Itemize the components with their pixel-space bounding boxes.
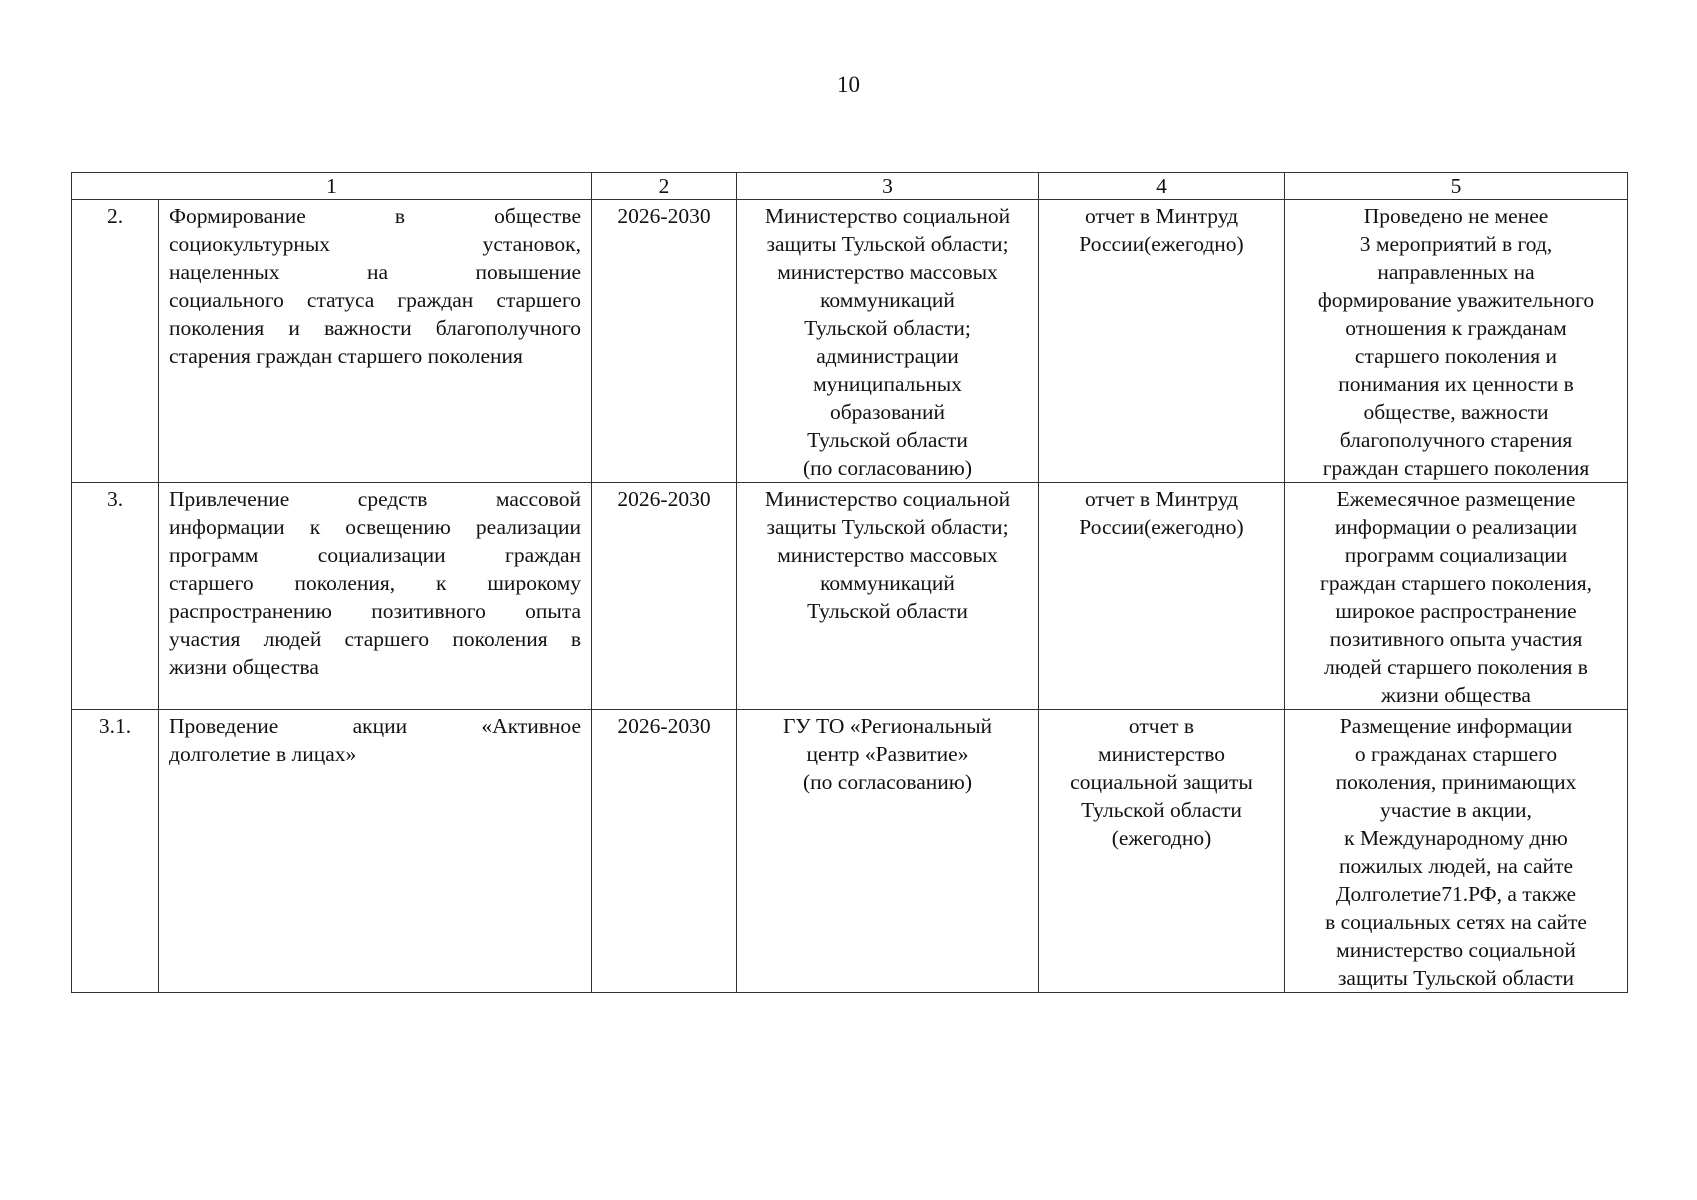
page-number: 10 — [837, 72, 860, 97]
period: 2026-2030 — [592, 710, 737, 993]
table-row — [72, 200, 1628, 483]
executor: ГУ ТО «Региональный центр «Развитие» (по согласованию) — [737, 710, 1039, 993]
activity-name: Проведение акции «Активное долголетие в лицах» — [159, 710, 592, 993]
executor: Министерство социальной защиты Тульской области; министерство массовых коммуникаций Тульской области; администрации муниципальных образований Тульской области (по согласованию) — [737, 200, 1039, 483]
table-row — [72, 710, 1628, 993]
table-row — [72, 483, 1628, 710]
report-form: отчет в Минтруд России(ежегодно) — [1039, 483, 1285, 710]
activity-name: Привлечение средств массовой информации к освещению реализации программ социализации граждан старшего поколения, к широкому распространению позитивного опыта участия людей старшего поколения в жизни общества — [159, 483, 592, 710]
header-col-1: 1 — [72, 173, 592, 200]
report-form: отчет в министерство социальной защиты Тульской области (ежегодно) — [1039, 710, 1285, 993]
table-header-row — [72, 173, 1628, 200]
row-number: 3. — [72, 483, 159, 710]
header-col-2: 2 — [592, 173, 737, 200]
activity-plan-table — [71, 172, 1628, 993]
header-col-5: 5 — [1285, 173, 1628, 200]
row-number: 2. — [72, 200, 159, 483]
header-col-3: 3 — [737, 173, 1039, 200]
activity-name: Формирование в обществе социокультурных установок, нацеленных на повышение социального статуса граждан старшего поколения и важности благополучного старения граждан старшего поколения — [159, 200, 592, 483]
executor: Министерство социальной защиты Тульской области; министерство массовых коммуникаций Тульской области — [737, 483, 1039, 710]
header-col-4: 4 — [1039, 173, 1285, 200]
expected-result: Размещение информации о гражданах старшего поколения, принимающих участие в акции, к Международному дню пожилых людей, на сайте Долголетие71.РФ, а также в социальных сетях на сайте министерство социальной защиты Тульской области — [1285, 710, 1628, 993]
period: 2026-2030 — [592, 483, 737, 710]
expected-result: Проведено не менее 3 мероприятий в год, направленных на формирование уважительного отношения к гражданам старшего поколения и понимания их ценности в обществе, важности благополучного старения граждан старшего поколения — [1285, 200, 1628, 483]
report-form: отчет в Минтруд России(ежегодно) — [1039, 200, 1285, 483]
period: 2026-2030 — [592, 200, 737, 483]
expected-result: Ежемесячное размещение информации о реализации программ социализации граждан старшего поколения, широкое распространение позитивного опыта участия людей старшего поколения в жизни общества — [1285, 483, 1628, 710]
row-number: 3.1. — [72, 710, 159, 993]
